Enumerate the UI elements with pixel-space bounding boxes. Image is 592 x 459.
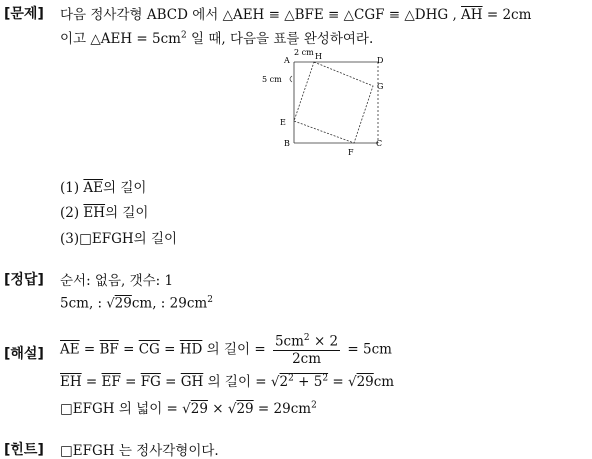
point-e: E: [280, 118, 286, 127]
square-figure: [258, 48, 388, 158]
problem-line-1: 다음 정사각형 ABCD 에서 △AEH ≡ △BFE ≡ △CGF ≡ △DHG , $\overline{AH} = 2cm$: [60, 7, 532, 23]
point-b: B: [284, 139, 290, 148]
solution-line-2: $\overline{EH} = \overline{EF} = \overline{FG} = \overline{GH}$ 의 길이 = $√2^2 + 5^2 = √29cm$: [60, 373, 395, 390]
len-ae: 5 cm: [262, 75, 282, 84]
hint-line-1: □EFGH 는 정사각형이다.: [60, 443, 219, 459]
answer-line-1: 순서: 없음, 갯수: 1: [60, 273, 174, 289]
question-1: (1) $\overline{AE}$의 길이: [60, 180, 147, 196]
hint-label: [힌트]: [4, 442, 44, 458]
len-ah: 2 cm: [294, 48, 314, 57]
point-h: H: [315, 52, 322, 61]
solution-line-1: $\overline{AE} = \overline{BF} = \overline{CG} = \overline{HD}$ 의 길이 = $\frac{5cm^2 \times 2}{2cm}$ = 5cm: [60, 333, 392, 367]
point-a: A: [284, 56, 290, 65]
point-f: F: [348, 148, 354, 157]
answer-line-2: 5cm, : √29cm, : $29cm^2$: [60, 295, 213, 312]
point-d: D: [377, 56, 384, 65]
problem-line-2: 이고 △AEH = $5cm^2$ 일 때, 다음을 표를 완성하여라.: [60, 30, 374, 47]
question-2: (2) $\overline{EH}$의 길이: [60, 205, 149, 221]
answer-label: [정답]: [4, 272, 44, 288]
question-3: (3)□EFGH의 길이: [60, 231, 178, 247]
solution-line-3: □EFGH 의 넓이 = $√29 \times √29 = 29cm^2$: [60, 400, 317, 417]
solution-label: [해설]: [4, 346, 44, 362]
point-g: G: [377, 82, 384, 91]
point-c: C: [376, 139, 383, 148]
problem-label: [문제]: [4, 6, 44, 22]
